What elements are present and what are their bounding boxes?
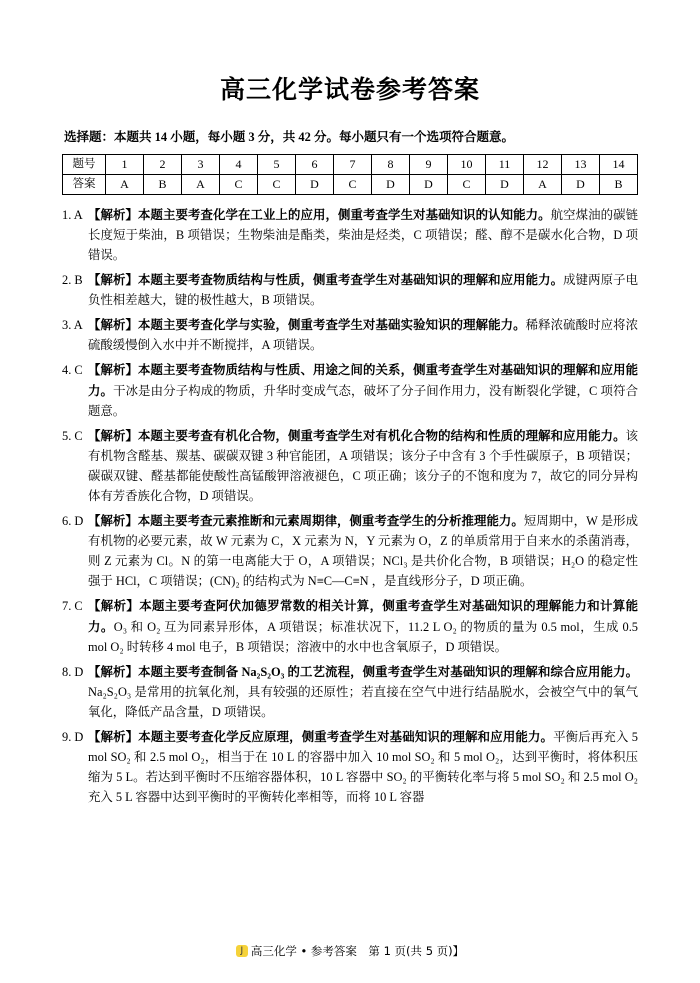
question-choice: B [74, 273, 83, 288]
answer-cell: D [486, 174, 524, 194]
explanation-lead: 【解析】本题主要考查化学在工业上的应用，侧重考查学生对基础知识的认知能力。 [88, 207, 551, 222]
question-number-cell: 14 [600, 154, 638, 174]
question-index: 6. [62, 514, 72, 529]
list-item [62, 270, 638, 310]
answer-cell: A [524, 174, 562, 194]
explanation-number [62, 315, 88, 355]
question-index: 5. [62, 428, 72, 443]
explanation-lead: 【解析】本题主要考查制备 Na₂S₂O₃ 的工艺流程，侧重考查学生对基础知识的理解和综合应用能力。 [88, 664, 638, 679]
explanation-lead: 【解析】本题主要考查有机化合物，侧重考查学生对有机化合物的结构和性质的理解和应用能力。 [88, 428, 626, 443]
explanation-lead: 【解析】本题主要考查化学反应原理，侧重考查学生对基础知识的理解和应用能力。 [88, 730, 554, 744]
table-row-question-numbers [63, 154, 638, 174]
explanation-number [62, 596, 88, 656]
answer-cell: C [220, 174, 258, 194]
question-index: 1. [62, 207, 72, 222]
question-index: 9. [62, 730, 72, 744]
explanation-lead: 【解析】本题主要考查化学与实验，侧重考查学生对基础实验知识的理解能力。 [88, 318, 526, 333]
explanation-body [88, 205, 638, 265]
answer-cell: B [144, 174, 182, 194]
question-choice: D [74, 514, 84, 529]
question-number-cell: 12 [524, 154, 562, 174]
question-choice: C [74, 363, 83, 378]
explanation-number [62, 662, 88, 722]
question-number-cell: 8 [372, 154, 410, 174]
question-number-cell: 6 [296, 154, 334, 174]
page-title: 高三化学试卷参考答案 [219, 75, 480, 104]
answer-cell: D [296, 174, 334, 194]
explanation-number [62, 360, 88, 420]
explanation-lead: 【解析】本题主要考查元素推断和元素周期律，侧重考查学生的分析推理能力。 [88, 514, 524, 529]
list-item [62, 596, 638, 656]
explanation-number [62, 270, 88, 310]
explanation-text: O₃ 和 O₂ 互为同素异形体，A 项错误；标准状况下，11.2 L O₂ 的物质的量为 0.5 mol，生成 0.5 mol O₂ 时转移 4 mol 电子，B 项错误；溶液中的水中也含氧原子，D 项错误。 [88, 619, 638, 654]
question-number-cell: 10 [448, 154, 486, 174]
explanation-text: 干冰是由分子构成的物质，升华时变成气态，破坏了分子间作用力，没有断裂化学键，C 项符合题意。 [88, 383, 638, 418]
explanation-text: 成键两原子电负性相差越大，键的极性越大，B 项错误。 [88, 273, 639, 308]
answer-cell: A [106, 174, 144, 194]
question-index: 4. [62, 363, 72, 378]
question-number-cell: 9 [410, 154, 448, 174]
list-item [62, 511, 638, 591]
list-item [62, 315, 638, 355]
question-number-cell: 5 [258, 154, 296, 174]
question-number-cell: 7 [334, 154, 372, 174]
answer-cell: A [182, 174, 220, 194]
explanation-text: 稀释浓硫酸时应将浓硫酸缓慢倒入水中并不断搅拌，A 项错误。 [88, 318, 639, 353]
section-description: 本题共 14 小题，每小题 3 分，共 42 分。每小题只有一个选项符合题意。 [114, 130, 515, 144]
question-choice: C [74, 599, 83, 614]
question-choice: A [73, 318, 83, 333]
explanation-body [88, 270, 638, 310]
explanation-body [88, 426, 638, 506]
question-number-cell: 4 [220, 154, 258, 174]
answer-cell: D [562, 174, 600, 194]
answer-key-table [62, 154, 638, 195]
answer-cell: D [372, 174, 410, 194]
explanation-body [88, 662, 638, 722]
question-choice: D [74, 664, 84, 679]
question-number-cell: 3 [182, 154, 220, 174]
question-choice: C [74, 428, 83, 443]
row-header-answer: 答案 [63, 174, 106, 194]
explanation-body [88, 511, 638, 591]
section-label: 选择题： [64, 130, 115, 144]
list-item [62, 360, 638, 420]
explanation-number [62, 727, 88, 807]
question-index: 2. [62, 273, 72, 288]
list-item [62, 727, 638, 807]
explanation-body [88, 360, 638, 420]
row-header-question: 题号 [63, 154, 106, 174]
section-heading [64, 128, 638, 147]
explanation-text: 航空煤油的碳链长度短于柴油，B 项错误；生物柴油是酯类，柴油是烃类，C 项错误；醛、醇不是碳水化合物，D 项错误。 [88, 207, 638, 262]
explanation-lead: 【解析】本题主要考查物质结构与性质、用途之间的关系，侧重考查学生对基础知识的理解和应用能力。 [88, 363, 638, 398]
question-number-cell: 1 [106, 154, 144, 174]
question-choice: D [74, 730, 84, 744]
answer-cell: C [258, 174, 296, 194]
explanation-body [88, 315, 638, 355]
explanation-number [62, 205, 88, 265]
explanation-text: 该有机物含醛基、羰基、碳碳双键 3 种官能团，A 项错误；该分子中含有 3 个手性碳原子，B 项错误；碳碳双键、醛基都能使酸性高锰酸钾溶液褪色，C 项正确；该分子的不饱和度为 7，故它的同分异构体有芳香族化合物，D 项错误。 [88, 428, 638, 503]
list-item [62, 426, 638, 506]
question-number-cell: 13 [562, 154, 600, 174]
explanation-number [62, 426, 88, 506]
answer-cell: C [448, 174, 486, 194]
explanation-body [88, 596, 638, 656]
answer-cell: B [600, 174, 638, 194]
question-choice: A [73, 207, 83, 222]
explanation-lead: 【解析】本题主要考查物质结构与性质，侧重考查学生对基础知识的理解和应用能力。 [88, 273, 564, 288]
publisher-logo-icon: J [236, 945, 248, 957]
explanation-number [62, 511, 88, 591]
table-row-answers [63, 174, 638, 194]
answer-cell: C [334, 174, 372, 194]
question-index: 3. [62, 318, 72, 333]
list-item [62, 205, 638, 265]
question-number-cell: 2 [144, 154, 182, 174]
list-item [62, 662, 638, 722]
answer-cell: D [410, 174, 448, 194]
explanation-text: 平衡后再充入 5 mol SO₂ 和 2.5 mol O₂，相当于在 10 L 的容器中加入 10 mol SO₂ 和 5 mol O₂，达到平衡时，将体积压缩为 5 L。若达到平衡时不压缩容器体积，10 L 容器中 SO₂ 的平衡转化率与将 5 mol SO₂ 和 2.5 mol O₂ 充入 5 L 容器中达到平衡时的平衡转化率相等，而将 10 L 容器 [88, 730, 639, 805]
explanation-list [62, 205, 638, 808]
explanation-lead: 【解析】本题主要考查阿伏加德罗常数的相关计算，侧重考查学生对基础知识的理解能力和计算能力。 [88, 599, 638, 634]
question-number-cell: 11 [486, 154, 524, 174]
footer-text: 高三化学 • 参考答案 第 1 页(共 5 页)】 [250, 944, 465, 958]
explanation-text: 短周期中，W 是形成有机物的必要元素，故 W 元素为 C，X 元素为 N，Y 元素为 O，Z 的单质常用于自来水的杀菌消毒，则 Z 元素为 Cl。N 的第一电离能大于 O，A 项错误；NCl₃ 是共价化合物，B 项错误；H₂O 的稳定性强于 HCl，C 项错误；(CN)₂ 的结构式为 N≡C—C≡N ，是直线形分子，D 项正确。 [88, 514, 638, 589]
page-footer [0, 943, 700, 959]
explanation-body [88, 727, 638, 807]
explanation-text: Na₂S₂O₃ 是常用的抗氧化剂，具有较强的还原性；若直接在空气中进行结晶脱水，会被空气中的氧气氧化，降低产品含量，D 项错误。 [88, 684, 638, 719]
question-index: 8. [62, 664, 72, 679]
question-index: 7. [62, 599, 72, 614]
